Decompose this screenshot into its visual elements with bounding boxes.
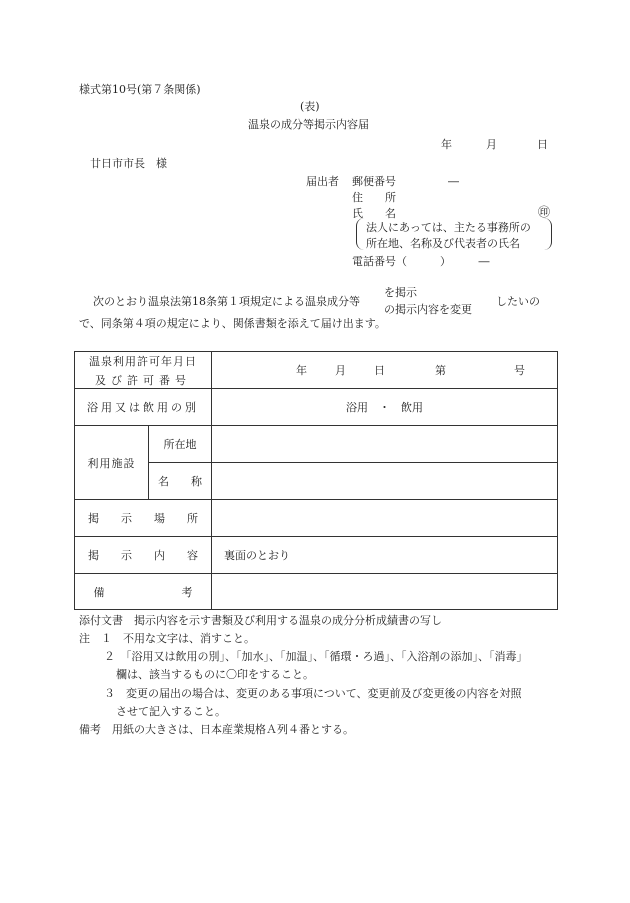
table-row	[75, 426, 558, 463]
postal-code-dash: ―	[448, 175, 459, 188]
phone-label[interactable]: 電話番号（ ） ―	[352, 255, 490, 268]
page-title: 温泉の成分等掲示内容届	[248, 118, 369, 131]
permit-label-line2: 及び許可番号	[95, 373, 191, 387]
postal-code-label[interactable]: 郵便番号	[352, 175, 396, 188]
body-line2: で、同条第４項の規定により、関係書類を添えて届け出ます。	[79, 317, 386, 330]
table-row	[75, 352, 558, 389]
permit-label-line1: 温泉利用許可年月日	[89, 354, 197, 368]
note-2-line2: 欄は、該当するものに〇印をすること。	[116, 668, 314, 681]
note-3-line2: させて記入すること。	[116, 705, 226, 718]
date-year[interactable]: 年	[441, 138, 452, 151]
usage-label: 浴用又は飲用の別	[75, 389, 212, 426]
date-day[interactable]: 日	[537, 138, 548, 151]
side-label: (表)	[300, 100, 320, 113]
permit-label-cell	[75, 352, 212, 389]
display-place-value[interactable]	[212, 500, 558, 537]
paper-size-remark: 備考 用紙の大きさは、日本産業規格Ａ列４番とする。	[79, 723, 354, 736]
facility-name-label: 名 称	[149, 463, 212, 500]
usage-value[interactable]: 浴用 ・ 飲用	[212, 389, 558, 426]
location-value[interactable]	[212, 426, 558, 463]
addressee: 廿日市市長 様	[90, 157, 167, 170]
permit-year: 年	[296, 364, 307, 377]
remarks-label: 備 考	[75, 574, 212, 610]
permit-no-prefix: 第	[435, 364, 446, 377]
note-2-line1: ２ 「浴用又は飲用の別」、「加水」、「加温」、「循環・ろ過」、「入浴剤の添加」、「消毒」	[104, 650, 528, 663]
display-content-label: 掲 示 内 容	[75, 537, 212, 574]
table-row	[75, 574, 558, 610]
date-month[interactable]: 月	[486, 138, 497, 151]
corporate-note-line1: 法人にあっては、主たる事務所の	[366, 221, 531, 234]
permit-value-cell[interactable]	[212, 352, 558, 389]
body-line1-suffix: したいの	[496, 295, 540, 308]
seal-icon: ㊞	[538, 205, 551, 219]
corporate-note-line2: 所在地、名称及び代表者の氏名	[366, 237, 520, 250]
table-row	[75, 537, 558, 574]
permit-no-suffix: 号	[514, 364, 525, 377]
form-number: 様式第10号(第７条関係)	[79, 83, 201, 96]
facility-label: 利用施設	[75, 426, 149, 500]
permit-month: 月	[335, 364, 346, 377]
location-label: 所在地	[149, 426, 212, 463]
remarks-value[interactable]	[212, 574, 558, 610]
option-post[interactable]: を掲示	[384, 286, 417, 299]
facility-name-value[interactable]	[212, 463, 558, 500]
option-change[interactable]: の掲示内容を変更	[384, 303, 472, 316]
name-label[interactable]: 氏 名	[352, 207, 396, 220]
form-table	[74, 351, 558, 610]
note-3-line1: ３ 変更の届出の場合は、変更のある事項について、変更前及び変更後の内容を対照	[104, 687, 522, 700]
note-1: 注 １ 不用な文字は、消すこと。	[79, 632, 255, 645]
applicant-label: 届出者	[306, 175, 339, 188]
table-row	[75, 389, 558, 426]
display-content-value[interactable]: 裏面のとおり	[212, 537, 558, 574]
table-row	[75, 500, 558, 537]
body-line1: 次のとおり温泉法第18条第１項規定による温泉成分等	[93, 295, 360, 308]
address-label[interactable]: 住 所	[352, 191, 396, 204]
attachments-note: 添付文書 掲示内容を示す書類及び利用する温泉の成分分析成績書の写し	[79, 614, 442, 627]
permit-day: 日	[374, 364, 385, 377]
display-place-label: 掲 示 場 所	[75, 500, 212, 537]
